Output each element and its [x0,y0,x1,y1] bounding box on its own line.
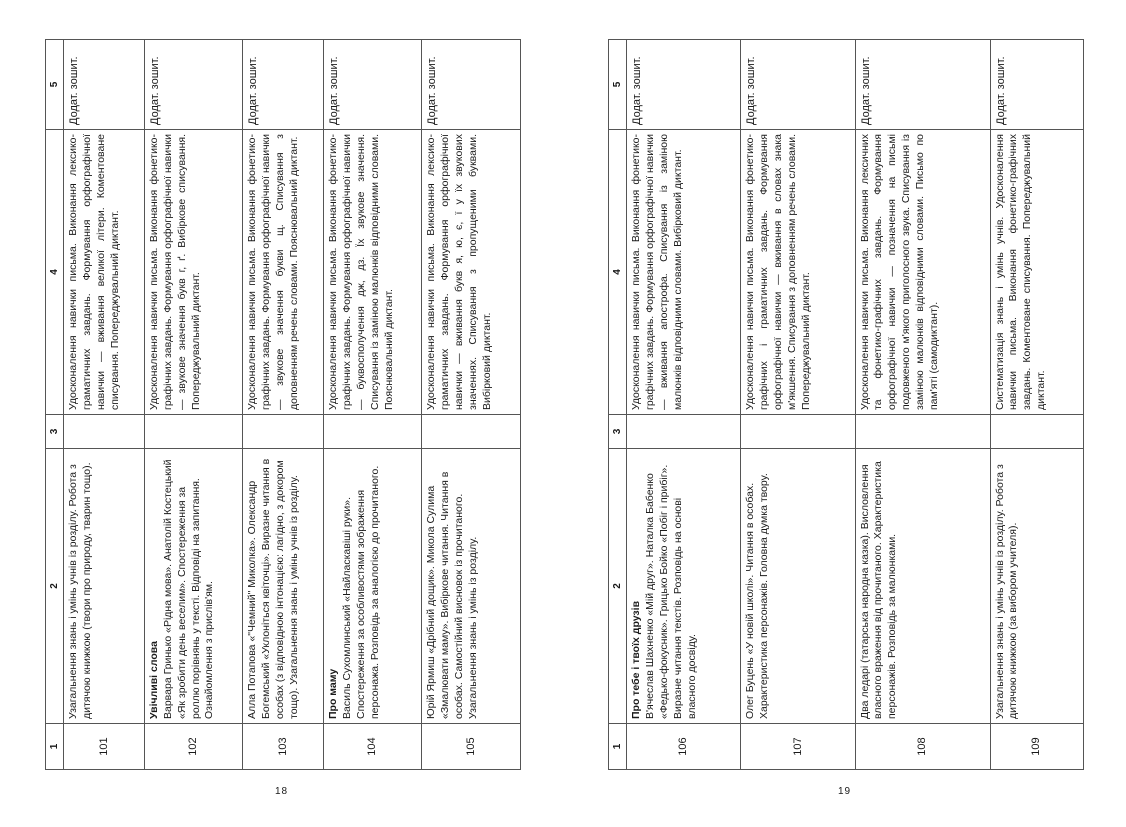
lesson-skills: Систематизація знань і умінь учнів. Удосконалення навички письма. Виконання фонетико-графічних завдань. Коментоване списування. Попереджувальний диктант. [990,130,1083,415]
page-number: 19 [837,786,852,797]
table-row [243,40,324,770]
lesson-content [741,449,855,724]
lesson-number: 109 [990,724,1083,770]
header-col-2: 2 [609,449,627,724]
table-header-row [46,40,64,770]
lesson-skills: Удосконалення навички письма. Виконання фонетико-графічних завдань. Формування орфографічної навички — звукове значення букв г, ґ. Вибіркове списування. Попереджувальний диктант. [144,130,243,415]
table-header-row [609,40,627,770]
lesson-text: Узагальнення знань і умінь учнів із розділу. Робота з дитячою книжкою (твори про природу, тварин тощо). [67,462,93,719]
lesson-table-wrapper [45,40,521,770]
lesson-content [627,449,741,724]
lesson-table [45,39,521,770]
lesson-table-wrapper [608,40,1084,770]
empty-cell [243,415,324,449]
lesson-note: Додат. зошит. [144,40,243,130]
lesson-number: 101 [64,724,145,770]
lesson-text: Алла Потапова «"Чемний" Миколка». Олександр Богемський «Уклоніться квіточці». Виразне читання в особах (з відповідною інтонацією: лагідно, з докором тощо). Узагальнення знань і умінь учнів із розділу. [246,458,301,719]
lesson-content [855,449,990,724]
lesson-number: 104 [323,724,422,770]
lesson-text: Узагальнення знань і умінь учнів із розділу. Робота з дитячою книжкою (за вибором учителя). [993,464,1020,719]
lesson-content [990,449,1083,724]
lesson-number: 105 [422,724,521,770]
lesson-note: Додат. зошит. [990,40,1083,130]
header-col-3: 3 [609,415,627,449]
lesson-text: Юрій Ярмиш «Дрібний дощик». Микола Сулима «Змалювати маму». Вибіркове читання. Читання в особах. Самостійний висновок із прочитаного. Узагальнення знань і умінь із розділу. [425,471,480,719]
lesson-table [608,39,1084,770]
table-row [855,40,990,770]
lesson-content [64,449,145,724]
header-col-5: 5 [609,40,627,130]
section-title: Увічливі слова [147,641,160,719]
header-col-2: 2 [46,449,64,724]
lesson-skills: Удосконалення навички письма. Виконання фонетико-графічних і граматичних завдань. Формування орфографічної навички — вживання в словах знака м'якшення. Списування з доповненням речень словами. Попереджувальний диктант. [741,130,855,415]
table-row [64,40,145,770]
lesson-number: 108 [855,724,990,770]
lesson-content [144,449,243,724]
lesson-skills: Удосконалення навички письма. Виконання фонетико-графічних завдань. Формування орфографічної навички — вживання апострофа. Списування із заміною малюнків відповідними словами. Вибірковий диктант. [627,130,741,415]
lesson-note: Додат. зошит. [422,40,521,130]
section-title: Про маму [326,668,339,719]
empty-cell [64,415,145,449]
lesson-skills: Удосконалення навички письма. Виконання лексичних та фонетико-графічних завдань. Формування орфографічної навички — позначення на письмі подовженого м'якого приголосного звука. Списування із заміною малюнків відповідними словами. Письмо по пам'яті (самодиктант). [855,130,990,415]
lesson-content [422,449,521,724]
table-row [323,40,422,770]
table-row [627,40,741,770]
lesson-content [323,449,422,724]
empty-cell [422,415,521,449]
empty-cell [144,415,243,449]
empty-cell [323,415,422,449]
header-col-4: 4 [46,130,64,415]
lesson-note: Додат. зошит. [64,40,145,130]
lesson-number: 106 [627,724,741,770]
lesson-number: 103 [243,724,324,770]
section-title: Про тебе і твоїх друзів [630,600,642,719]
table-row [422,40,521,770]
table-row [144,40,243,770]
empty-cell [855,415,990,449]
lesson-note: Додат. зошит. [243,40,324,130]
right-page [563,0,1126,827]
lesson-content [243,449,324,724]
lesson-text: Олег Буцень «У новій школі». Читання в особах. Характеристика персонажів. Головна думка твору. [744,473,771,719]
empty-cell [990,415,1083,449]
table-row [741,40,855,770]
lesson-text: В'ячеслав Шахненко «Мій друг». Наталка Бабенко «Федько-фокусник». Грицько Бойко «Побіг і прибіг». Виразне читання текстів. Розповідь на основі власного досвіду. [643,464,698,719]
header-col-3: 3 [46,415,64,449]
lesson-skills: Удосконалення навички письма. Виконання лексико-граматичних завдань. Формування орфографічної навички — вживання букв я, ю, є, ї у їх звукових значеннях. Списування з пропущеними буквами. Вибірковий диктант. [422,130,521,415]
header-col-5: 5 [46,40,64,130]
lesson-note: Додат. зошит. [741,40,855,130]
header-col-4: 4 [609,130,627,415]
page-number: 18 [274,786,289,797]
lesson-skills: Удосконалення навички письма. Виконання фонетико-графічних завдань. Формування орфографічної навички — буквосполучення дж, дз. Їх звукове значення. Списування із заміною малюнків відповідними словами. Пояснювальний диктант. [323,130,422,415]
lesson-note: Додат. зошит. [323,40,422,130]
lesson-skills: Удосконалення навички письма. Виконання лексико-граматичних завдань. Формування орфографічної навички — вживання великої літери. Коментоване списування. Попереджувальний диктант. [64,130,145,415]
empty-cell [741,415,855,449]
lesson-text: Варвара Гринько «Рідна мова». Анатолій Костецький «Як зробити день веселим». Спостереження за роллю порівнянь у тексті. Відповіді на запитання. Ознайомлення з прислів'ям. [161,459,216,719]
empty-cell [627,415,741,449]
lesson-skills: Удосконалення навички письма. Виконання фонетико-графічних завдань. Формування орфографічної навички — звукове значення букви щ. Списування з доповненням речень словами. Пояснювальний диктант. [243,130,324,415]
lesson-text: Два ледарі (татарська народна казка). Висловлення власного враження від прочитаного. Характеристика персонажів. Розповідь за малюнками. [858,461,899,719]
header-col-1: 1 [46,724,64,770]
table-row [990,40,1083,770]
header-col-1: 1 [609,724,627,770]
lesson-note: Додат. зошит. [627,40,741,130]
lesson-number: 102 [144,724,243,770]
lesson-number: 107 [741,724,855,770]
lesson-text: Василь Сухомлинський «Найласкавіші руки». Спостереження за особливостями зображення персонажа. Розповідь за аналогією до прочитаного. [340,465,381,719]
lesson-note: Додат. зошит. [855,40,990,130]
